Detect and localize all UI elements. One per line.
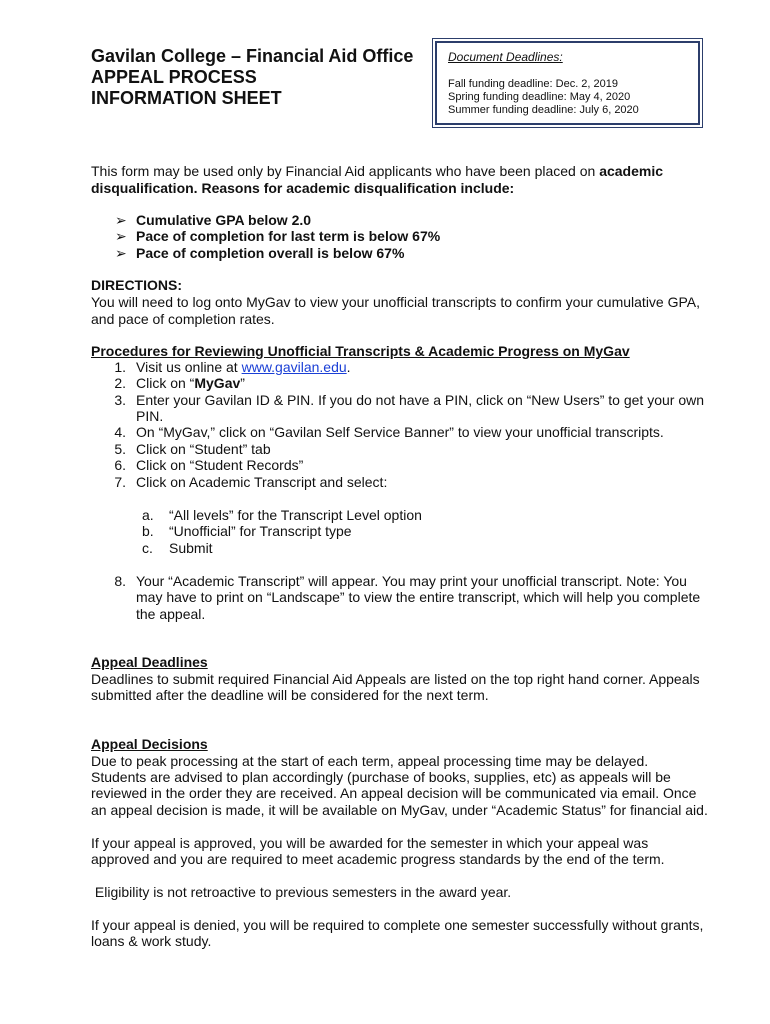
summer-deadline: Summer funding deadline: July 6, 2020 [448,104,639,116]
step-number: 6. [114,457,126,473]
step-text: the appeal. [136,606,206,622]
reason-item [115,228,440,245]
approved-line-1: If your appeal is approved, you will be awarded for the semester in which your appeal was [91,835,649,851]
reason-item [115,245,404,262]
step-text: Your “Academic Transcript” will appear. You may print your unofficial transcript. Note: You [136,573,687,589]
step-text: Enter your Gavilan ID & PIN. If you do not have a PIN, click on “New Users” to get your own [136,392,705,408]
substep-text: “Unofficial” for Transcript type [169,523,352,539]
appeal-decisions-line-2: Students are advised to plan accordingly (purchase of books, supplies, etc) as appeals will be [91,769,671,785]
substep-text: Submit [169,540,213,556]
document-deadlines-box [432,38,703,128]
step-text: . [346,359,351,375]
reason-text: Pace of completion overall is below 67% [136,245,405,261]
step-text: Click on “Student” tab [136,441,271,457]
directions-heading: DIRECTIONS: [91,277,182,293]
intro-text: This form may be used only by Financial Aid applicants who have been placed on [91,163,600,179]
bullet-arrow-icon: ➢ [115,245,127,261]
step-number: 8. [114,573,126,589]
step-text: Visit us online at [136,359,242,375]
denied-line-1: If your appeal is denied, you will be required to complete one semester successfully without grants, [91,917,704,933]
substep-b [142,523,352,540]
step-text: Click on “Student Records” [136,457,304,473]
reason-item [115,212,311,229]
substep-letter: b. [142,523,154,539]
appeal-decisions-heading: Appeal Decisions [91,736,208,752]
step-text: ” [240,375,245,391]
step-number: 7. [114,474,126,490]
step-text: On “MyGav,” click on “Gavilan Self Service Banner” to view your unofficial transcripts. [136,424,664,440]
appeal-deadlines-line-1: Deadlines to submit required Financial Aid Appeals are listed on the top right hand corner. Appeals [91,671,700,687]
bullet-arrow-icon: ➢ [115,212,127,228]
step-text: may have to print on “Landscape” to view the entire transcript, which will help you complete [136,589,701,605]
appeal-decisions-line-1: Due to peak processing at the start of each term, appeal processing time may be delayed. [91,753,649,769]
substep-letter: a. [142,507,154,523]
step-text: PIN. [136,408,164,424]
directions-line-1: You will need to log onto MyGav to view your unofficial transcripts to confirm your cumulative GPA, [91,294,701,310]
step-number: 3. [114,392,126,408]
appeal-deadlines-heading: Appeal Deadlines [91,654,208,670]
substep-letter: c. [142,540,153,556]
fall-deadline: Fall funding deadline: Dec. 2, 2019 [448,78,619,90]
reason-text: Cumulative GPA below 2.0 [136,212,312,228]
step-number: 4. [114,424,126,440]
mygav-bold: MyGav [194,375,241,391]
step-text: Click on “ [136,375,195,391]
title-line-3: INFORMATION SHEET [91,88,282,108]
directions-line-2: and pace of completion rates. [91,311,275,327]
appeal-decisions-line-3: reviewed in the order they are received. An appeal decision will be communicated via email. Once [91,785,697,801]
reason-text: Pace of completion for last term is below 67% [136,228,441,244]
step-number: 2. [114,375,126,391]
step-number: 1. [114,359,126,375]
substep-a [142,507,422,524]
step-number: 5. [114,441,126,457]
title-line-1: Gavilan College – Financial Aid Office [91,46,414,66]
step-text: Click on Academic Transcript and select: [136,474,388,490]
deadlines-heading: Document Deadlines: [448,50,563,64]
appeal-decisions-line-4: an appeal decision is made, it will be available on MyGav, under “Academic Status” for financial aid. [91,802,708,818]
gavilan-website-link[interactable]: www.gavilan.edu [241,359,347,375]
bullet-arrow-icon: ➢ [115,228,127,244]
eligibility-note: Eligibility is not retroactive to previous semesters in the award year. [91,884,512,900]
spring-deadline: Spring funding deadline: May 4, 2020 [448,91,631,103]
page-title [91,46,413,109]
procedures-heading: Procedures for Reviewing Unofficial Transcripts & Academic Progress on MyGav [91,343,630,359]
denied-line-2: loans & work study. [91,933,212,949]
appeal-deadlines-line-2: submitted after the deadline will be considered for the next term. [91,687,489,703]
intro-bold: academic [599,163,664,179]
intro-line-1 [91,163,663,180]
approved-line-2: approved and you are required to meet academic progress standards by the end of the term. [91,851,665,867]
substep-c [142,540,213,557]
intro-line-2: disqualification. Reasons for academic disqualification include: [91,180,515,196]
substep-text: “All levels” for the Transcript Level option [169,507,422,523]
title-line-2: APPEAL PROCESS [91,67,257,87]
